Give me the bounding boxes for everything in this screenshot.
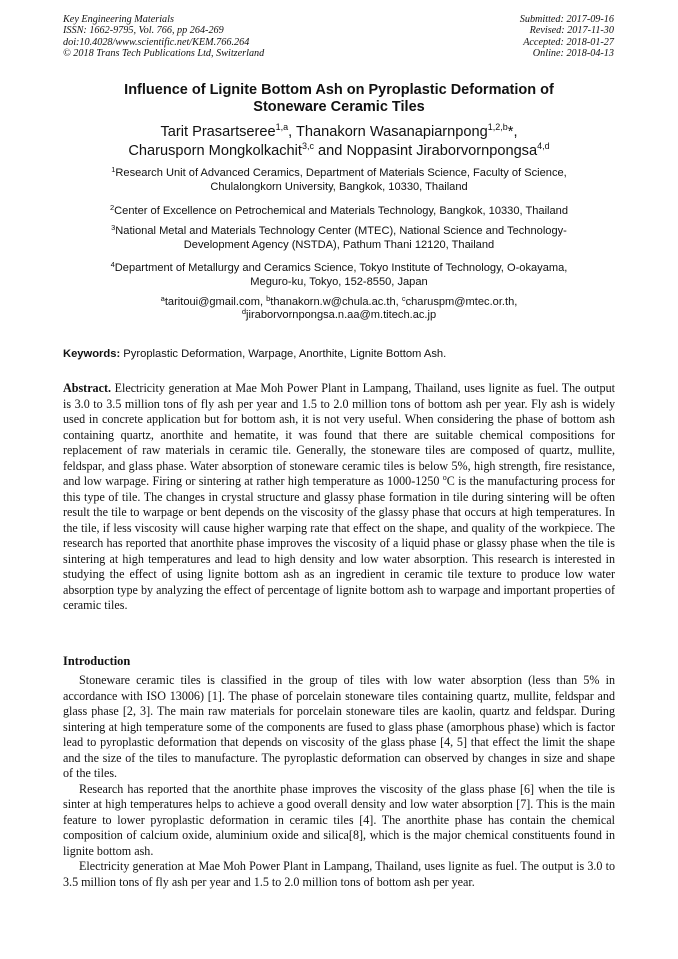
author-separator: , xyxy=(288,124,297,140)
affiliation-line: Chulalongkorn University, Bangkok, 10330, Thailand xyxy=(210,181,468,194)
affiliation-number: 2 xyxy=(109,203,115,212)
affiliation-4 xyxy=(63,261,615,289)
author-conjunction: and xyxy=(313,143,347,159)
degree-symbol: o xyxy=(442,473,447,482)
author-affil-sup: 1,a xyxy=(275,122,289,132)
email-link[interactable]: jiraborvornpongsa.n.aa@m.titech.ac.jp xyxy=(246,309,437,322)
affiliation-line: Meguro-ku, Tokyo, 152-8550, Japan xyxy=(250,276,428,289)
paragraph: Stoneware ceramic tiles is classified in the group of tiles with low water absorption (less than 5% in accordance with ISO 13006) [1]. The phase of porcelain stoneware tiles containing quartz, mullite, feldspar and glass phase [2, 3]. The main raw materials for porcelain stoneware tiles are kaolin, quartz and feldspar. During sintering at high temperature some of the components are fused to glass phase (amorphous phase) which is factor lead to pyroplastic deformation that depends on viscosity of the glass phase [4, 5] that effect the limit the shape and the size of the tiles to manufacture. The pyroplastic deformation can observed by changes in size and shape of the tiles. xyxy=(63,673,615,780)
journal-doi[interactable]: doi:10.4028/www.scientific.net/KEM.766.264 xyxy=(63,36,250,48)
affiliation-line xyxy=(63,224,615,238)
journal-copyright: © 2018 Trans Tech Publications Ltd, Switzerland xyxy=(63,48,265,60)
title-line-2: Stoneware Ceramic Tiles xyxy=(253,99,425,115)
author-affil-sup: 4,d xyxy=(537,141,550,151)
section-heading-introduction: Introduction xyxy=(63,654,131,668)
email-link[interactable]: taritoui@gmail.com, xyxy=(164,296,267,308)
author-name: Thanakorn Wasanapiarnpong xyxy=(296,124,488,140)
affiliation-number: 4 xyxy=(110,260,115,269)
paper-title xyxy=(63,82,615,116)
author-name: Noppasint Jiraborvornpongsa xyxy=(346,143,538,159)
abstract xyxy=(63,381,615,614)
affiliation-3 xyxy=(63,224,615,252)
paragraph: Electricity generation at Mae Moh Power Plant in Lampang, Thailand, uses lignite as fuel. The output is 3.0 to 3.5 million tons of fly ash per year and 1.5 to 2.0 million tons of bottom ash per year. xyxy=(63,859,615,889)
email-link[interactable]: charuspm@mtec.or.th, xyxy=(405,296,518,308)
email-sup: d xyxy=(241,307,247,317)
author-name: Charusporn Mongkolkachit xyxy=(128,143,302,159)
affiliation-text: National Metal and Materials Technology Center (MTEC), National Science and Technology- xyxy=(115,225,567,237)
keywords-text: Pyroplastic Deformation, Warpage, Anorthite, Lignite Bottom Ash. xyxy=(120,348,447,360)
author-emails xyxy=(63,296,615,322)
date-online: Online: 2018-04-13 xyxy=(532,48,614,60)
email-link[interactable]: thanakorn.w@chula.ac.th, xyxy=(270,296,402,308)
affiliation-text: Department of Metallurgy and Ceramics Science, Tokyo Institute of Technology, O-okayama, xyxy=(114,262,568,274)
affiliation-line: Development Agency (NSTDA), Pathum Thani 12120, Thailand xyxy=(183,239,495,252)
affiliation-2 xyxy=(63,204,615,218)
keywords-label: Keywords: xyxy=(63,348,121,360)
emails-line-2 xyxy=(63,309,615,322)
affiliation-number: 3 xyxy=(111,223,116,232)
journal-header xyxy=(63,14,264,60)
emails-line-1 xyxy=(63,296,615,309)
author-affil-sup: 1,2,b xyxy=(487,122,508,132)
date-accepted: Accepted: 2018-01-27 xyxy=(523,36,614,48)
journal-issn: ISSN: 1662-9795, Vol. 766, pp 264-269 xyxy=(63,25,224,37)
affiliation-text: Center of Excellence on Petrochemical and Materials Technology, Bangkok, 10330, Thailand xyxy=(114,205,569,217)
abstract-text: C is the manufacturing process for this type of tile. The changes in crystal structure and glassy phase formation in tile during sintering will be often result the tile to warpage or bent depends on the viscosity of the glassy phase that occurs at high temperatures. In the tile, if less viscosity will cause higher warping rate that effect on the shape, and quality of the workpiece. The research has reported that anorthite phase improves the viscosity of a liquid phase or glassy phase when the tile is sintering at high temperatures and lead to high density and low water absorption. This research is interested in studying the effect of using lignite bottom ash as an ingredient in ceramic tile texture to produce low water absorption type by analyzing the effect of percentage of lignite bottom ash to warpage and important properties of ceramic tiles. xyxy=(63,474,616,612)
date-revised: Revised: 2017-11-30 xyxy=(529,25,614,37)
affiliation-text: Research Unit of Advanced Ceramics, Department of Materials Science, Faculty of Science, xyxy=(115,167,567,179)
authors-line-2 xyxy=(63,142,615,161)
abstract-text: Electricity generation at Mae Moh Power Plant in Lampang, Thailand, uses lignite as fuel. The output is 3.0 to 3.5 million tons of fly ash per year and 1.5 to 2.0 million tons of bottom ash per year. Fly ash is widely used in concrete application but for bottom ash, it is not very useful. When considering the phase of bottom ash containing quartz, anorthite and hematite, it was found that there are suitable chemical compositions for replacement of raw materials in ceramic tile. Generally, the stoneware tiles are composed of quartz, mullite, feldspar, and glass phase. Water absorption of stoneware ceramic tiles is below 5%, high strength, fire resistance, and low warpage. Firing or sintering at rather high temperature as 1000-1250 xyxy=(63,381,615,488)
affiliation-line xyxy=(63,204,615,218)
date-submitted: Submitted: 2017-09-16 xyxy=(519,14,614,25)
affiliation-1 xyxy=(63,166,615,194)
affiliation-line xyxy=(63,261,615,275)
paragraph: Research has reported that the anorthite phase improves the viscosity of the glass phase [6] when the tile is sinter at high temperatures helps to achieve a good overall density and low water absorption [7]. This is the main feature to lower pyroplastic deformation in ceramic tiles [4]. The anorthite phase has contain the chemical composition of calcium oxide, aluminium oxide and silica[8], which is the major chemical constituents found in lignite bottom ash. xyxy=(63,781,615,858)
affiliation-line xyxy=(63,166,615,180)
journal-name: Key Engineering Materials xyxy=(63,14,174,25)
keywords xyxy=(63,347,615,361)
author-affil-sup: 3,c xyxy=(301,141,314,151)
author-list xyxy=(63,123,615,161)
email-sup: a xyxy=(160,294,165,303)
title-line-1: Influence of Lignite Bottom Ash on Pyroplastic Deformation of xyxy=(124,82,554,98)
authors-line-1 xyxy=(63,123,615,142)
email-sup: c xyxy=(401,294,406,303)
corresponding-marker: *, xyxy=(507,124,518,140)
dates-header xyxy=(520,14,614,60)
author-name: Tarit Prasartseree xyxy=(160,124,276,140)
affiliation-number: 1 xyxy=(111,165,116,174)
abstract-label: Abstract. xyxy=(63,381,112,395)
introduction-body xyxy=(63,673,615,890)
email-sup: b xyxy=(266,294,271,303)
